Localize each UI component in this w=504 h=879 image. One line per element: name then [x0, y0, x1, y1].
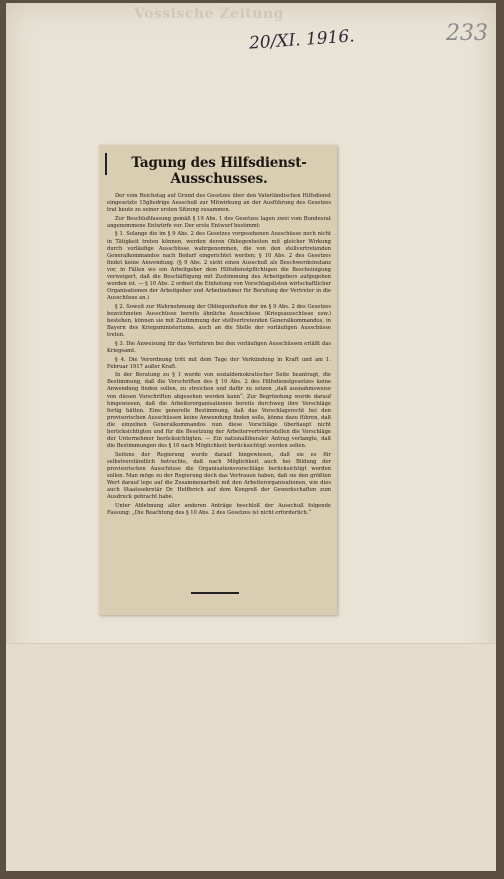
- article-end-rule: [191, 592, 239, 594]
- newspaper-masthead: Vossische Zeitung: [134, 6, 284, 22]
- article-paragraph: Unter Ablehnung aller anderen Anträge beschloß der Ausschuß folgende Fassung: „Die Beachtung des § 10 Abs. 2 des Gesetzes ist nicht erforderlich.“: [107, 502, 331, 517]
- margin-rule: [105, 153, 107, 175]
- article-paragraph: § 2. Soweit zur Wahrnehmung der Obliegenheiten der im § 9 Abs. 2 des Gesetzes bezeichneten Ausschüsse bereits ähnliche Ausschüsse (Kriegsausschüsse usw.) bestehen, können sie mit Zustimmung der stellvertretenden Generalkommandos, in Bayern des Kriegsministeriums, auch an die Stelle der vorläufigen Ausschüsse treten.: [107, 303, 331, 339]
- article-paragraph: § 3. Die Anweisung für das Verfahren bei den vorläufigen Ausschüssen erläßt das Kriegsamt.: [107, 340, 331, 354]
- article-headline: Tagung des Hilfsdienst-Ausschusses.: [131, 155, 307, 187]
- article-paragraph: § 1. Solange die im § 9 Abs. 2 des Gesetzes vorgesehenen Ausschüsse noch nicht in Tätigkeit treten können, werden deren Obliegenheiten mit gleicher Wirkung durch vorläufige Ausschüsse wahrgenommen, die von den stellvertretenden Generalkommandos nach Bedarf eingerichtet werden; § 10 Abs. 2 des Gesetzes findet keine Anwendung. (§ 9 Abs. 2 sieht einen Ausschuß als Beschwerdeinstanz vor, in Fällen wo ein Arbeitgeber dem Hilfsdienstpflichtigen die Bescheinigung verweigert, daß die Beschäftigung mit Zustimmung des Arbeitgebers aufgegeben worden ist. — § 10 Abs. 2 ordnet die Einholung von Vorschlagslisten wirtschaftlicher Organisationen der Arbeitgeber und Arbeitnehmer für Berufung der Vertreter in die Ausschüsse an.): [107, 231, 331, 302]
- article-paragraph: Der vom Reichstag auf Grund des Gesetzes über den Vaterländischen Hilfsdienst eingesetzte 15gliedrige Ausschuß zur Mitwirkung an der Ausführung des Gesetzes trat heute zu seiner ersten Sitzung zusammen.: [107, 193, 331, 214]
- handwritten-date: 20/XI. 1916.: [248, 26, 356, 54]
- article-paragraph: Seitens der Regierung wurde darauf hingewiesen, daß sie es für selbstverständlich betrachte, daß nach Möglichkeit auch bei Bildung der provisorischen Ausschüsse die Organisationsvorschläge berücksichtigt werden sollen. Man möge zu der Regierung doch das Vertrauen haben, daß sie den größten Wert darauf lege auf die Zusammenarbeit mit den Arbeiterorganisationen, wie dies auch Staatssekretär Dr. Helfferich auf dem Kongreß der Gewerkschaften zum Ausdruck gebracht habe.: [107, 451, 331, 501]
- archive-page-number: 233: [446, 21, 488, 46]
- archive-sheet: [6, 3, 496, 871]
- article-paragraph: Zur Beschlußfassung gemäß § 19 Abs. 1 des Gesetzes lagen zwei vom Bundesrat angenommene Entwürfe vor. Der erste Entwurf bestimmt:: [107, 215, 331, 229]
- sheet-lower-fold: [6, 643, 496, 871]
- article-paragraph: § 4. Die Verordnung tritt mit dem Tage der Verkündung in Kraft und am 1. Februar 1917 außer Kraft.: [107, 356, 331, 370]
- article-paragraph: In der Beratung zu § 1 wurde von sozialdemokratischer Seite beantragt, die Bestimmung, daß die Vorschriften des § 10 Abs. 2 des Hilfsdienstgesetzes keine Anwendung finden sollen, zu streichen und dafür zu setzen „daß ausnahmsweise von diesen Vorschriften abgesehen werden kann“. Zur Begründung wurde darauf hingewiesen, daß die Arbeiterorganisationen bereits durchweg ihre Vorschläge fertig hätten. Eine generelle Bestimmung, daß das Vorschlagsrecht bei den provisorischen Ausschüssen keine Anwendung finden solle, könne dazu führen, daß die einzelnen Generalkommandos nun diese Vorschläge überhaupt nicht berücksichtigten und für die Besetzung der Arbeitervertreterstellen die Vorschläge der Unternehmer berücksichtigten. — Ein nationalliberaler Antrag verlangte, daß die Bestimmungen des § 10 nach Möglichkeit berücksichtigt werden sollen.: [107, 372, 331, 450]
- newspaper-clipping: [99, 145, 337, 615]
